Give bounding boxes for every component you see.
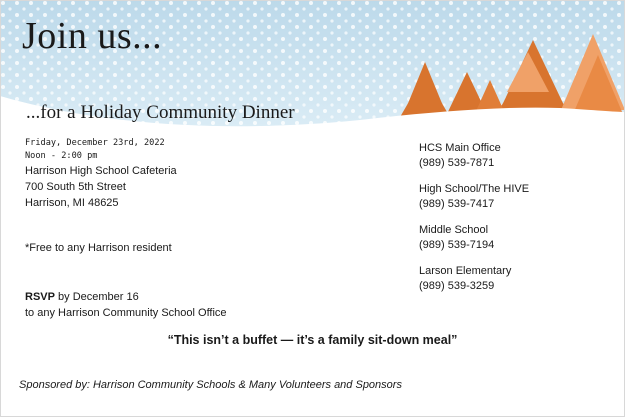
page-title: Join us... xyxy=(22,15,163,57)
contact-phone: (989) 539-7194 xyxy=(419,239,495,251)
contact-name: Larson Elementary xyxy=(419,265,512,277)
event-time: Noon - 2:00 pm xyxy=(25,151,98,161)
contact-name: High School/The HIVE xyxy=(419,183,530,195)
contact-phone: (989) 539-3259 xyxy=(419,280,495,292)
contact-name: Middle School xyxy=(419,224,489,236)
contact-item xyxy=(419,141,529,171)
contact-item xyxy=(419,264,529,294)
contact-list xyxy=(419,141,529,305)
rsvp-to: to any Harrison Community School Office xyxy=(25,307,227,319)
contact-item xyxy=(419,223,529,253)
contact-name: HCS Main Office xyxy=(419,142,501,154)
event-venue: Harrison High School Cafeteria xyxy=(25,165,177,177)
contact-item xyxy=(419,182,529,212)
event-details xyxy=(25,137,177,211)
rsvp-label: RSVP xyxy=(25,291,55,303)
free-note: *Free to any Harrison resident xyxy=(25,242,172,254)
event-street: 700 South 5th Street xyxy=(25,181,126,193)
event-city: Harrison, MI 48625 xyxy=(25,197,119,209)
rsvp-block xyxy=(25,289,227,321)
event-subtitle: ...for a Holiday Community Dinner xyxy=(26,102,295,123)
contact-phone: (989) 539-7871 xyxy=(419,157,495,169)
meal-quote: “This isn’t a buffet — it’s a family sit-down meal” xyxy=(167,333,458,347)
sponsor-line: Sponsored by: Harrison Community Schools & Many Volunteers and Sponsors xyxy=(19,379,402,391)
contact-phone: (989) 539-7417 xyxy=(419,198,495,210)
rsvp-deadline: by December 16 xyxy=(54,291,139,303)
event-date: Friday, December 23rd, 2022 xyxy=(25,138,165,148)
